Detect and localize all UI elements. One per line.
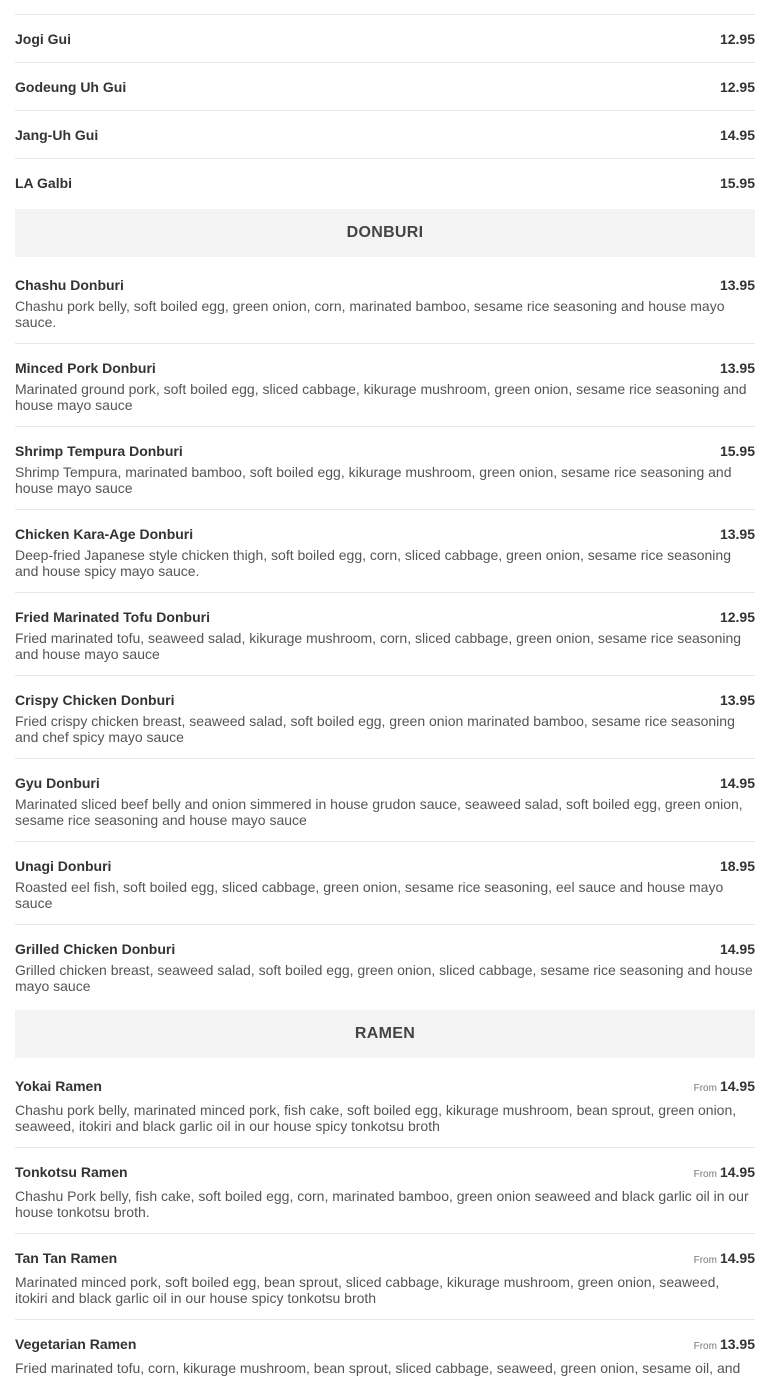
item-price bbox=[694, 1248, 755, 1271]
menu-item[interactable] bbox=[15, 62, 755, 110]
item-name: Yokai Ramen bbox=[15, 1078, 102, 1094]
item-price bbox=[694, 1076, 755, 1099]
menu-item[interactable] bbox=[15, 14, 755, 62]
item-price: 15.95 bbox=[719, 443, 755, 459]
item-name: Shrimp Tempura Donburi bbox=[15, 443, 183, 459]
item-price bbox=[694, 1334, 755, 1357]
menu-item[interactable] bbox=[15, 110, 755, 158]
item-price: 13.95 bbox=[719, 526, 755, 542]
item-name: Vegetarian Ramen bbox=[15, 1336, 137, 1352]
item-price: 13.95 bbox=[719, 692, 755, 708]
item-name: Tan Tan Ramen bbox=[15, 1250, 118, 1266]
item-description: Marinated minced pork, soft boiled egg, bean sprout, sliced cabbage, kikurage mushroom, green onion, seaweed, itokiri and black garlic oil in our house spicy tonkotsu broth bbox=[15, 1274, 720, 1306]
item-description: Grilled chicken breast, seaweed salad, soft boiled egg, green onion, sliced cabbage, sesame rice seasoning and house mayo sauce bbox=[15, 962, 753, 994]
menu-item[interactable] bbox=[15, 343, 755, 426]
from-label: From bbox=[693, 1255, 717, 1266]
item-name: Minced Pork Donburi bbox=[15, 360, 156, 376]
price-value: 14.95 bbox=[719, 1164, 755, 1180]
menu-item[interactable] bbox=[15, 1233, 755, 1319]
menu-item[interactable] bbox=[15, 158, 755, 206]
item-price: 12.95 bbox=[719, 79, 755, 95]
item-price: 14.95 bbox=[719, 775, 755, 791]
item-name: Unagi Donburi bbox=[15, 858, 112, 874]
item-price: 15.95 bbox=[719, 175, 755, 191]
item-name: Crispy Chicken Donburi bbox=[15, 692, 175, 708]
from-label: From bbox=[693, 1169, 717, 1180]
item-description: Fried marinated tofu, corn, kikurage mushroom, bean sprout, sliced cabbage, seaweed, green onion, sesame oil, and bbox=[15, 1360, 741, 1376]
menu-item[interactable] bbox=[15, 841, 755, 924]
item-name: Jang-Uh Gui bbox=[15, 127, 99, 143]
item-price: 14.95 bbox=[719, 127, 755, 143]
item-price: 13.95 bbox=[719, 277, 755, 293]
menu-item[interactable] bbox=[15, 509, 755, 592]
menu-item[interactable] bbox=[15, 426, 755, 509]
menu-item[interactable] bbox=[15, 758, 755, 841]
item-name: Godeung Uh Gui bbox=[15, 79, 127, 95]
item-description: Chashu pork belly, soft boiled egg, green onion, corn, marinated bamboo, sesame rice seasoning and house mayo sauce. bbox=[15, 298, 725, 330]
item-name: LA Galbi bbox=[15, 175, 73, 191]
item-description: Chashu pork belly, marinated minced pork, fish cake, soft boiled egg, kikurage mushroom, bean sprout, green onion, seaweed, itokiri and black garlic oil in our house spicy tonkotsu broth bbox=[15, 1102, 737, 1134]
from-label: From bbox=[693, 1083, 717, 1094]
section-header-ramen: RAMEN bbox=[15, 1010, 755, 1058]
menu-item[interactable] bbox=[15, 261, 755, 343]
item-name: Jogi Gui bbox=[15, 31, 71, 47]
item-price: 12.95 bbox=[719, 31, 755, 47]
menu-item[interactable] bbox=[15, 0, 755, 14]
item-price: 13.95 bbox=[719, 360, 755, 376]
section-header-donburi: DONBURI bbox=[15, 209, 755, 257]
item-name: Tonkotsu Ramen bbox=[15, 1164, 128, 1180]
item-name: Grilled Chicken Donburi bbox=[15, 941, 176, 957]
menu-item[interactable] bbox=[15, 1319, 755, 1389]
menu-item[interactable] bbox=[15, 1147, 755, 1233]
item-name: Chicken Kara-Age Donburi bbox=[15, 526, 194, 542]
menu-item[interactable] bbox=[15, 924, 755, 1007]
item-description: Chashu Pork belly, fish cake, soft boiled egg, corn, marinated bamboo, green onion seaweed and black garlic oil in our house tonkotsu broth. bbox=[15, 1188, 749, 1220]
item-price: 14.95 bbox=[719, 941, 755, 957]
item-name: Chashu Donburi bbox=[15, 277, 124, 293]
menu-item[interactable] bbox=[15, 1062, 755, 1147]
item-name: Fried Marinated Tofu Donburi bbox=[15, 609, 210, 625]
item-description: Shrimp Tempura, marinated bamboo, soft boiled egg, kikurage mushroom, green onion, sesame rice seasoning and house mayo sauce bbox=[15, 464, 732, 496]
item-price: 12.95 bbox=[719, 609, 755, 625]
item-description: Fried crispy chicken breast, seaweed salad, soft boiled egg, green onion marinated bamboo, sesame rice seasoning and chef spicy mayo sauce bbox=[15, 713, 735, 745]
menu-item[interactable] bbox=[15, 675, 755, 758]
price-value: 14.95 bbox=[719, 1078, 755, 1094]
item-price bbox=[694, 1162, 755, 1185]
price-value: 13.95 bbox=[719, 1336, 755, 1352]
item-description: Fried marinated tofu, seaweed salad, kikurage mushroom, corn, sliced cabbage, green onion, sesame rice seasoning and house mayo sauce bbox=[15, 630, 742, 662]
item-description: Deep-fried Japanese style chicken thigh, soft boiled egg, corn, sliced cabbage, green onion, sesame rice seasoning and house spicy mayo sauce. bbox=[15, 547, 731, 579]
menu-item[interactable] bbox=[15, 592, 755, 675]
price-value: 14.95 bbox=[719, 1250, 755, 1266]
item-description: Marinated sliced beef belly and onion simmered in house grudon sauce, seaweed salad, soft boiled egg, green onion, sesame rice seasoning and house mayo sauce bbox=[15, 796, 743, 828]
item-description: Roasted eel fish, soft boiled egg, sliced cabbage, green onion, sesame rice seasoning, eel sauce and house mayo sauce bbox=[15, 879, 724, 911]
item-price: 18.95 bbox=[719, 858, 755, 874]
item-name: Gyu Donburi bbox=[15, 775, 100, 791]
item-description: Marinated ground pork, soft boiled egg, sliced cabbage, kikurage mushroom, green onion, sesame rice seasoning and house mayo sauce bbox=[15, 381, 747, 413]
from-label: From bbox=[693, 1341, 717, 1352]
